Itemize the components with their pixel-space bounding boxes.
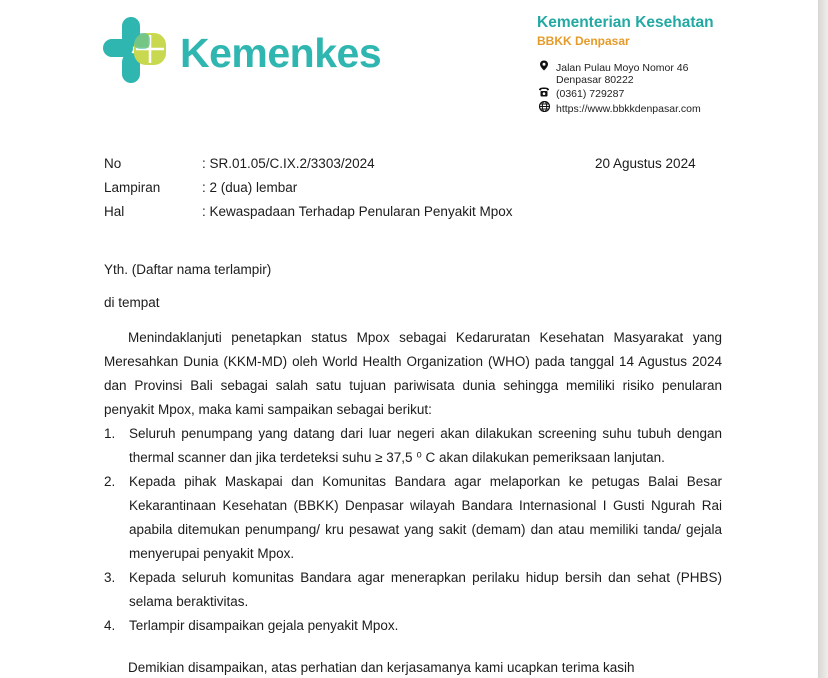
list-item-number: 4. — [104, 618, 116, 633]
website-line: https://www.bbkkdenpasar.com — [537, 101, 701, 115]
address-line-1: Jalan Pulau Moyo Nomor 46 — [537, 60, 689, 74]
globe-icon — [537, 101, 551, 117]
recipient-place: di tempat — [104, 295, 160, 310]
list-item-line: Seluruh penumpang yang datang dari luar negeri akan dilakukan screening suhu tubuh dengan — [129, 426, 722, 441]
page-edge — [818, 0, 828, 678]
intro-line-1: Menindaklanjuti penetapkan status Mpox sebagai Kedaruratan Kesehatan Masyarakat yang — [128, 330, 722, 345]
list-item-line: thermal scanner dan jika terdeteksi suhu ≥ 37,5 ⁰ C akan dilakukan pemeriksaan lanjutan. — [129, 450, 665, 465]
recipient-line: Yth. (Daftar nama terlampir) — [104, 262, 272, 277]
attachment-value: : 2 (dua) lembar — [202, 180, 298, 195]
letter-date: 20 Agustus 2024 — [595, 156, 696, 171]
organization-name: Kementerian Kesehatan — [537, 14, 714, 31]
list-item-number: 2. — [104, 474, 116, 489]
intro-line-2: Meresahkan Dunia (KKM-MD) oleh World Health Organization (WHO) pada tanggal 14 Agustus 2024 — [104, 354, 722, 369]
list-item-line: selama beraktivitas. — [129, 594, 249, 609]
telephone-icon — [537, 87, 551, 102]
list-item-number: 3. — [104, 570, 116, 585]
kemenkes-logo-icon — [103, 17, 167, 83]
logo-wordmark: Kemenkes — [180, 30, 382, 76]
intro-line-3: dan Provinsi Bali sebagai salah satu tujuan pariwisata dunia sehingga memiliki risiko penularan — [104, 378, 722, 393]
list-item-number: 1. — [104, 426, 116, 441]
subject-value: : Kewaspadaan Terhadap Penularan Penyakit Mpox — [202, 204, 513, 219]
address-line-2: Denpasar 80222 — [556, 74, 634, 86]
list-item-line: Kepada pihak Maskapai dan Komunitas Bandara agar melaporkan ke petugas Balai Besar — [129, 474, 722, 489]
intro-line-4: penyakit Mpox, maka kami sampaikan sebagai berikut: — [104, 402, 432, 417]
number-label: No — [104, 156, 122, 171]
location-pin-icon — [537, 60, 551, 76]
subject-label: Hal — [104, 204, 125, 219]
organization-unit: BBKK Denpasar — [537, 34, 630, 48]
phone-line: (0361) 729287 — [537, 87, 624, 101]
attachment-label: Lampiran — [104, 180, 161, 195]
number-value: : SR.01.05/C.IX.2/3303/2024 — [202, 156, 375, 171]
list-item-line: menyerupai penyakit Mpox. — [129, 546, 295, 561]
list-item-line: Kepada seluruh komunitas Bandara agar menerapkan perilaku hidup bersih dan sehat (PHBS) — [129, 570, 722, 585]
list-item-line: apabila ditemukan penumpang/ kru pesawat yang sakit (demam) dan atau memiliki tanda/ gejala — [129, 522, 722, 537]
closing-line: Demikian disampaikan, atas perhatian dan kerjasamanya kami ucapkan terima kasih — [128, 660, 635, 675]
list-item-line: Terlampir disampaikan gejala penyakit Mpox. — [129, 618, 399, 633]
list-item-line: Kekarantinaan Kesehatan (BBKK) Denpasar wilayah Bandara Internasional I Gusti Ngurah Rai — [129, 498, 722, 513]
